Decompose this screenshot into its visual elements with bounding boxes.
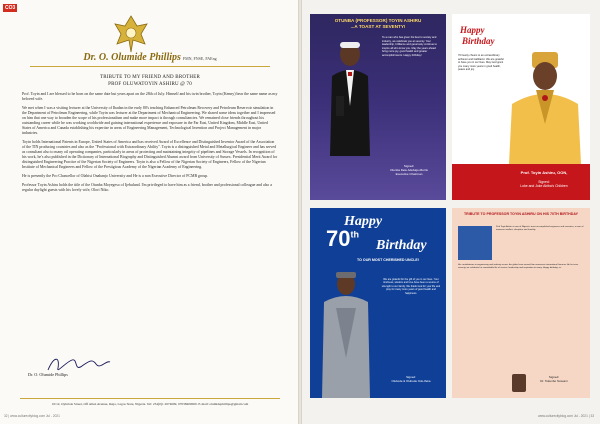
folio-right: www.culturecityblog.com Jul - 2021 | 33 [538,414,594,418]
ad2-happy: Happy [460,25,485,35]
ad4-headline: TRIBUTE TO PROFESSOR TOYIN ASHIRU ON HIS 70TH BIRTHDAY [463,212,578,216]
ad3-happy: Happy [344,214,383,229]
signoff-name: Dr. O. Olumide Phillips [28,372,68,377]
ad3-seventy-number: 70 [326,226,351,251]
ad1-headline-line2: ...A TOAST AT SEVENTY! [350,23,406,29]
paragraph: We met when I was a visiting lecturer at the University of Ibadan in the early 80's teaching Enhanced Petroleum Recovery and Petroleum Reservoir simulation in the Department of Petroleum Engineering, while Toyin was lecturer at the Department of Mechanical Engineering. We shared some ideas together and I impressed on him that one way to broaden the scope of his professionalism and make more impact is through consultancies. We remained close friends throughout his outstanding career while he was working worldwide and gaining international experience and exposure in the Far East, United Kingdom, Middle East, United States of America and Canada establishing his expertise in areas of Engineering Management, Technological Invention and Project Management in major industries. [22,106,276,135]
letterhead-footer-address: 10/12, Oyinlola Street, Off Allen Avenue, Ikeja, Lagos State, Nigeria. Tel: 234(0)1 2674609, 07038400000. E-mail: olumidephillips@gmail.com [20,398,280,406]
letterhead-name-text: Dr. O. Olumide Phillips [83,52,181,63]
letterhead-name [60,52,240,63]
folio-left: 32 | www.culturecityblog.com Jul - 2021 [4,414,60,418]
ad3-birthday: Birthday [376,238,427,253]
letterhead-credentials: FMN, FNSE, FAEng [182,56,217,61]
tribute-title-line1: TRIBUTE TO MY FRIEND AND BROTHER [99,75,201,80]
left-page [0,0,298,424]
right-page [302,0,600,424]
ad4-signed-label: Signed: [548,375,560,379]
tribute-title-line2: PROF OLUWATOYIN ASHIRU @ 70 [108,82,192,87]
ad1-signature-block [376,164,442,176]
letterhead-rule [30,66,270,67]
paragraph: Prof. Toyin and I are blessed to be born on the same date but years apart on the 28th of July. Himself and his twin brother, Toyin (Kenny) bear the same name as my beloved wife. [22,92,278,101]
ad3-subtitle: TO OUR MOST CHERISHED UNCLE! [356,258,420,262]
ad2-body: 70 hearty cheers to an extraordinary achiever and trailblazer. We are grateful to have you in our lives. May God grant you many more years in good health, peace and joy. [458,54,504,72]
tribute-body [22,92,278,197]
ad3-th: th [350,229,359,240]
ad3-signature-block [380,376,442,384]
tribute-ad-toast [310,14,446,200]
corner-tag: CO3 [5,5,16,11]
tribute-title [40,74,260,88]
ad4-signature-block [522,376,586,384]
ad2-signed-label: Signed: [538,180,550,184]
happy-birthday-script [458,24,498,46]
celebrant-headshot-photo [458,226,492,260]
celebrant-portrait-photo [322,36,378,156]
tribute-ad-70th-birthday-letter [452,208,590,398]
ad3-seventy [326,226,359,252]
ad4-body: Prof Toyin Ashiru is one of Nigeria's most accomplished engineers and inventors, a man of immense intellect, discipline and humility. [496,226,584,231]
tribute-ad-happy-birthday-red [452,14,590,200]
ad1-body: To a man who has given his best to society and industry, we celebrate you at seventy. Your leadership, brilliance and generosity continue to inspire all who know you. May the years ahead bring more joy, good health and greater accomplishments. Happy birthday! [382,36,437,57]
tribute-ad-cherished-uncle [310,208,446,398]
celebrant-full-length-photo [314,268,378,398]
ad4-signer: Dr. Tokunbo Sowumi [540,378,568,383]
ad2-signer: Loke and Joke Abiba's Children [520,184,568,189]
ad2-birthday: Birthday [462,36,495,46]
paragraph: Professor Toyin Ashiru holds the title of the Otunba Moyegeso of Ijebuland. I'm privileged to have him as a friend, brother and professional colleague and also a regular daylight guests with his lovely wife, Olori Niko. [22,183,272,192]
ad3-signer: Olubode & Olubode Odo-Ifeka [391,378,431,383]
ad3-signed-label: Signed: [406,375,416,379]
crest-logo [113,14,149,54]
ad1-headline [316,18,440,29]
ad1-signer: Otunba Dele Adebajo-Morris [390,168,428,172]
ad2-celebrant-name: Prof. Toyin Ashiru, OON, [520,170,568,175]
ad4-body-continued: His contributions to engineering and industry across the globe have earned him numerous international honours. As he turns seventy, we celebrate his remarkable life of service, leadership and inspiration to many. Happy birthday, sir. [458,264,579,269]
ad3-body: We are grateful for the gift of you in our lives. Your kindness, wisdom and love have been a source of strength to our family. We thank God for your life and pray for many more years of good health and happiness. [381,278,441,295]
ad1-signed-label: Signed: [403,164,415,168]
paragraph: He is presently the Pro Chancellor of Olabisi Onabanjo University and He is a non Executive Director of FCMB group. [22,174,209,178]
celebrant-in-traditional-attire-photo [502,44,588,184]
ad2-signature-block [502,180,586,189]
paragraph: Toyin holds International Patents in Europe, United States of America and has received Award of Excellence and Distinguished Inventor Award of the Association of the TIN producing countries and also as the "Professional with Extraordinary Ability". Toyin is a distinguished Metal and Metallurgical Engineer and has served as consultant also to many oil operating companies, particularly in areas of protecting and maintaining integrity of pipelines and Storage Vessels. In recognition of his work, he's also published in the Dictionary of International Biography and Distinguished Alumni award from University of Sussex. Presidential Merit Award for distinguished Engineering Practice of the Nigerian Society of Engineers. Toyin is also a Fellow of the Nigerian Society of Engineers, Fellow of the Nigerian Institute of Mechanical Engineers and Fellow of the Prestigious Academy of the Nigerian Academy of Engineering. [22,140,278,169]
ad1-signer-role: Executive Chairman [395,172,423,176]
ad1-headline-line1: OTUNBA (PROFESSOR) TOYIN ASHIRU [334,18,422,23]
